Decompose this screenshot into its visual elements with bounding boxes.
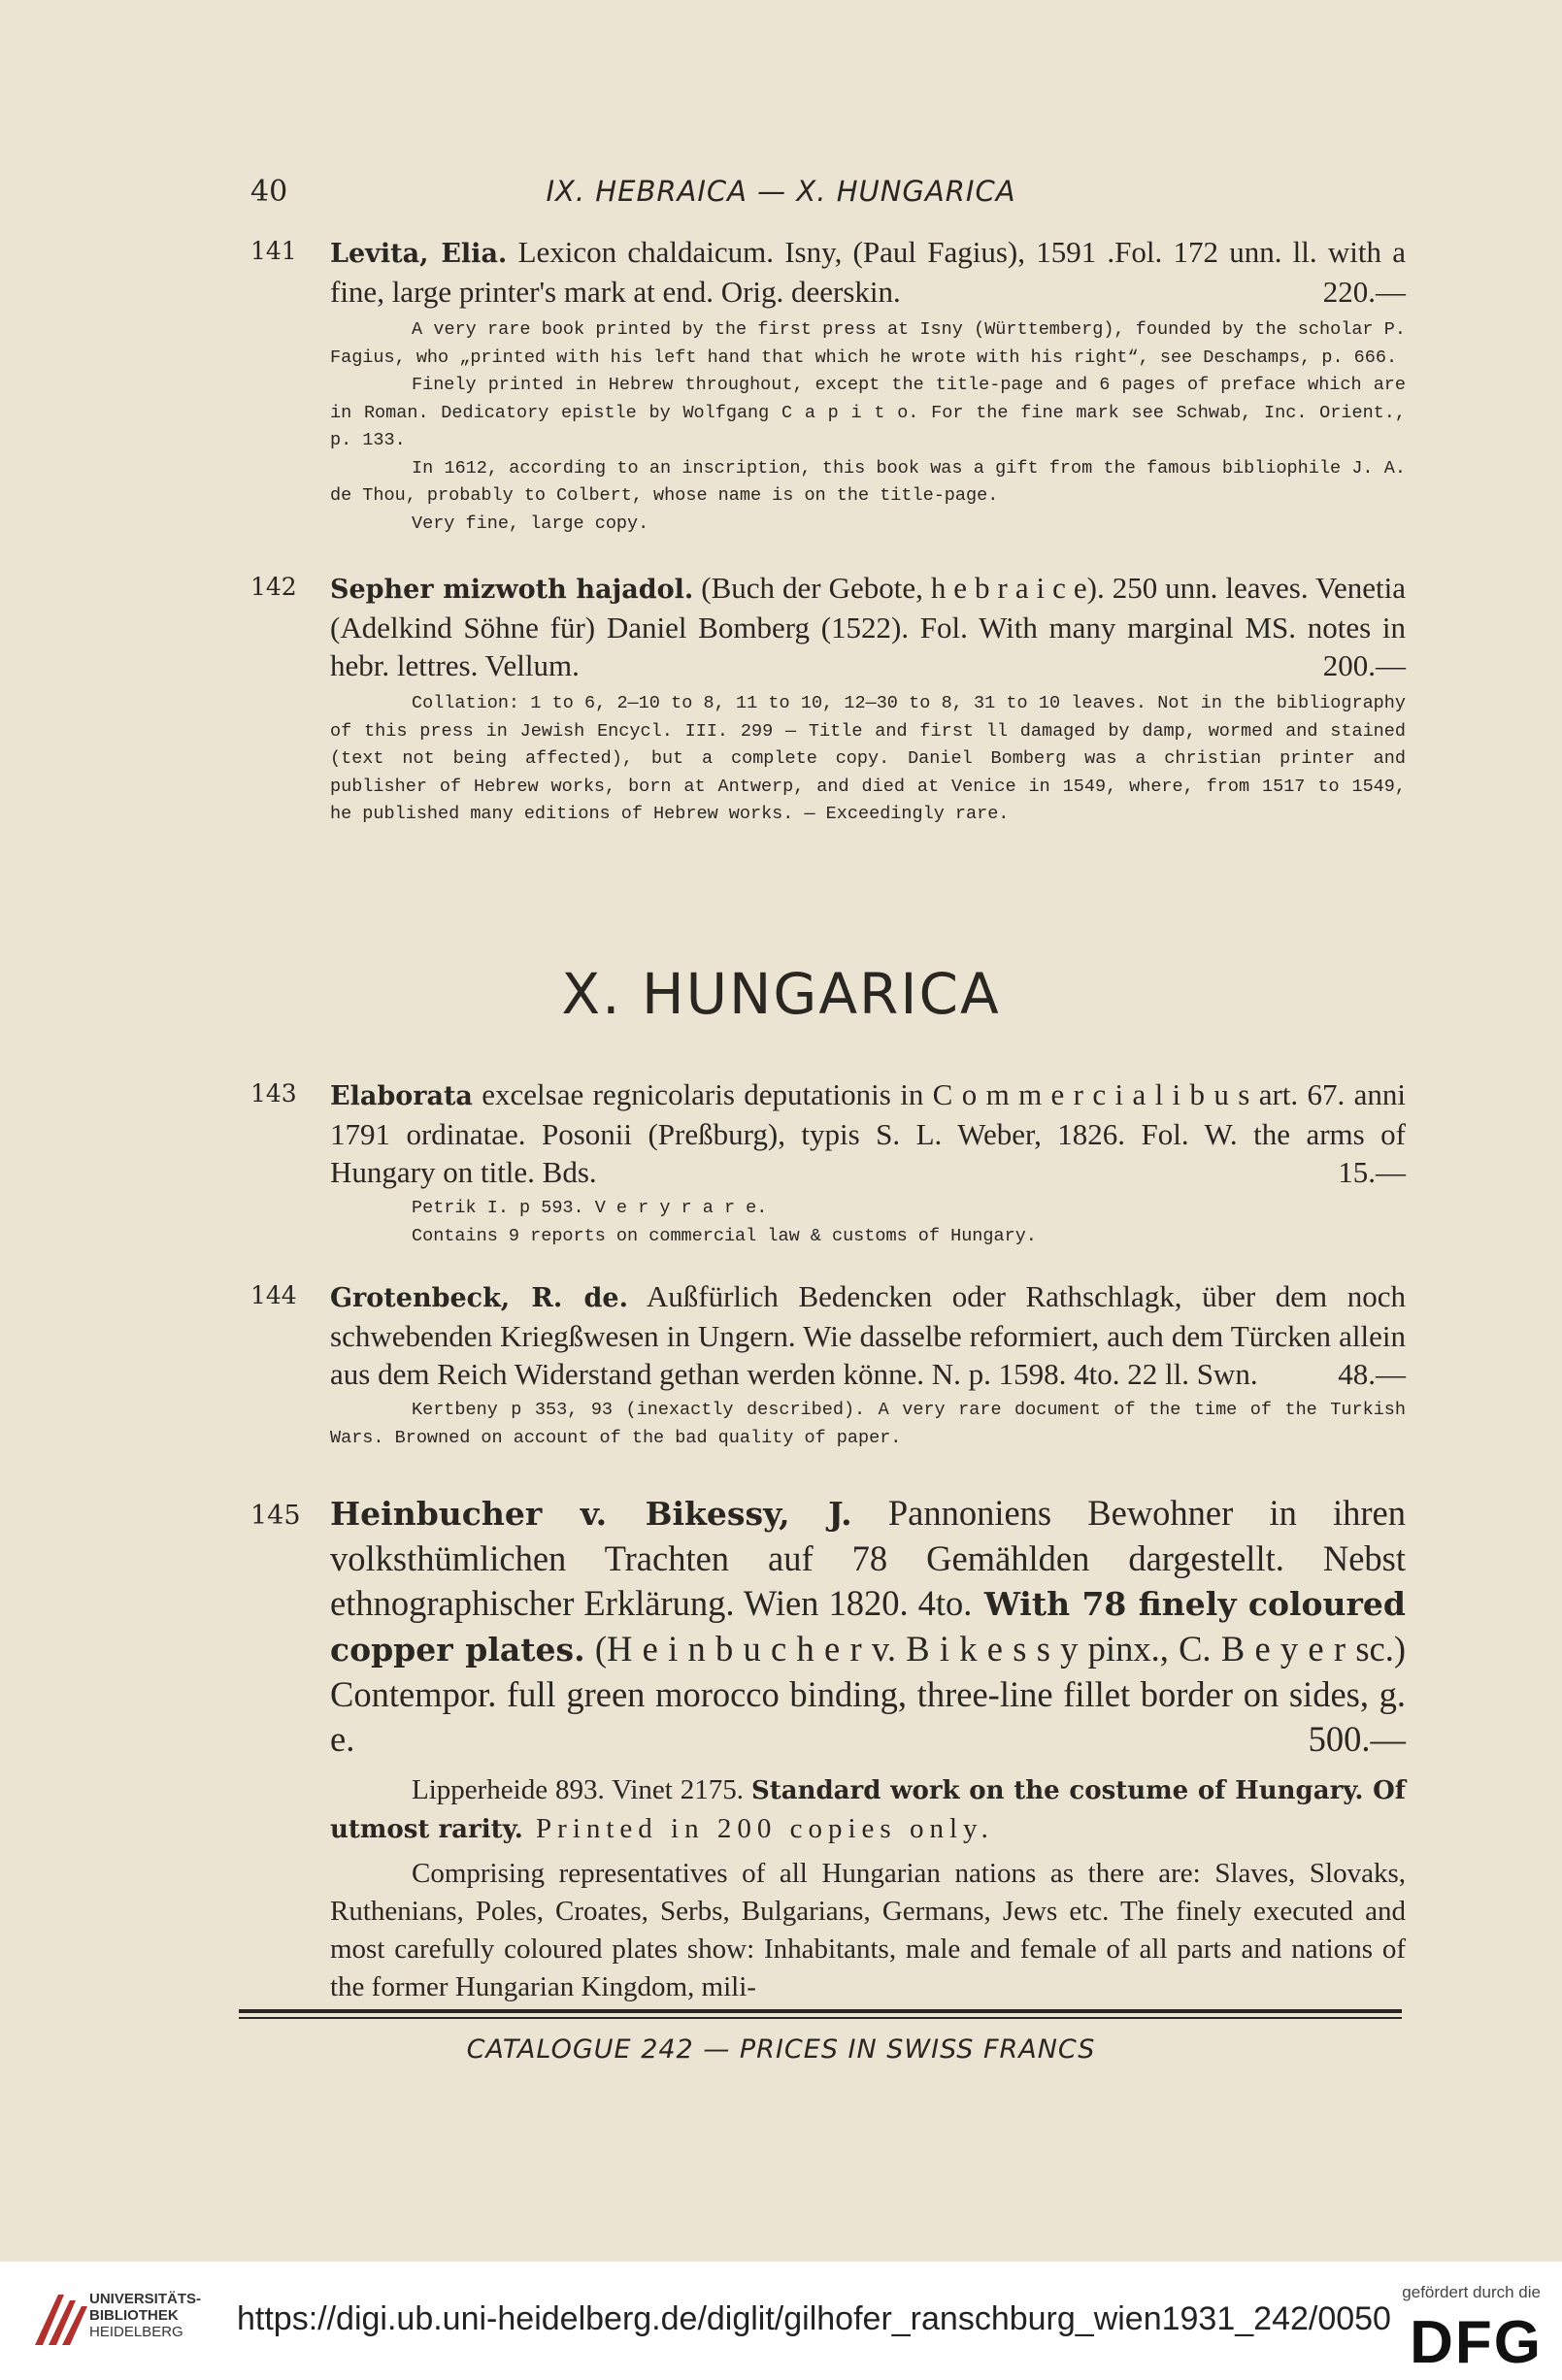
entry-price: 48.—: [1338, 1357, 1406, 1391]
entry-heading: [330, 569, 1406, 684]
library-banner: [0, 2262, 1562, 2380]
entries-upper: [250, 233, 1406, 829]
entry-notes: [330, 1771, 1406, 2006]
entry-number: 143: [250, 1079, 297, 1107]
entry-price: 15.—: [1338, 1155, 1406, 1189]
note-emphasis: Standard work on the costume of Hungary. Of utmost rarity.: [330, 1776, 1406, 1844]
running-head: [0, 175, 1562, 217]
permalink-url[interactable]: https://digi.ub.uni-heidelberg.de/diglit/gilhofer_ranschburg_wien1931_242/0050: [237, 2300, 1391, 2337]
library-logo-icon: [29, 2287, 91, 2353]
page-number: 40: [250, 175, 288, 209]
note-edition: Printed in 200 copies only.: [522, 1813, 994, 1844]
entry-price: 200.—: [1322, 648, 1406, 682]
entry-heading: [330, 233, 1406, 311]
entry-notes: [330, 316, 1406, 538]
entry-heading: [330, 1277, 1406, 1393]
note-paragraph: Petrik I. p 593. V e r y r a r e.: [412, 1198, 768, 1218]
note-paragraph: Finely printed in Hebrew throughout, except the title-page and 6 pages of preface which are in Roman. Dedicatory epistle by Wolfgang C a p i t o. For the fine mark see Schwab, Inc. Orient., p. 133.: [330, 375, 1406, 450]
entry-145: [250, 1491, 1406, 2006]
entry-author: Levita, Elia.: [330, 239, 508, 269]
entry-author: Sepher mizwoth hajadol.: [330, 575, 694, 605]
entry-number: 142: [250, 573, 297, 601]
note-paragraph: Very fine, large copy.: [412, 512, 649, 534]
note-paragraph: Kertbeny p 353, 93 (inexactly described). A very rare document of the time of the Turkish Wars. Browned on account of the bad quality of paper.: [330, 1400, 1406, 1448]
entry-heading: [330, 1491, 1406, 1762]
section-heading: X. HUNGARICA: [561, 961, 1001, 1027]
footer-text: CATALOGUE 242 — PRICES IN SWISS FRANCS: [466, 2034, 1096, 2065]
entry-144: [250, 1277, 1406, 1452]
entry-author: Grotenbeck, R. de.: [330, 1283, 628, 1313]
entry-title: (Buch der Gebote, h e b r a i c e). 250 unn. leaves. Venetia (Adelkind Söhne für) Daniel Bomberg (1522). Fol. With many marginal MS. notes in hebr. lettres. Vellum.: [330, 571, 1406, 682]
entry-notes: [330, 1195, 1406, 1250]
entry-price: 220.—: [1322, 275, 1406, 309]
entry-title: excelsae regnicolaris deputationis in C o m m e r c i a l i b u s art. 67. anni 1791 ordinatae. Posonii (Preßburg), typis S. L. Weber, 1826. Fol. W. the arms of Hungary on title. Bds.: [330, 1077, 1406, 1189]
entry-number: 145: [250, 1501, 301, 1531]
entry-title: Pannoniens Bewohner in ihren volksthümlichen Trachten auf 78 Gemählden dargestellt. Nebst ethnographischer Erklärung. Wien 1820. 4to.: [330, 1493, 1406, 1623]
entry-141: [250, 233, 1406, 538]
footer-rule: [239, 2009, 1402, 2019]
entry-notes: [330, 690, 1406, 829]
note-paragraph: [330, 1771, 1406, 1849]
note-paragraph: In 1612, according to an inscription, this book was a gift from the famous bibliophile J. A. de Thou, probably to Colbert, whose name is on the title-page.: [330, 457, 1406, 506]
entry-binding: (H e i n b u c h e r v. B i k e s s y pinx., C. B e y e r sc.) Contempor. full green morocco binding, three-line fillet border on sides, g. e.: [330, 1629, 1407, 1759]
entry-number: 144: [250, 1281, 297, 1309]
dfg-logo: DFG: [1410, 2309, 1543, 2376]
note-paragraph: Collation: 1 to 6, 2—10 to 8, 11 to 10, 12—30 to 8, 31 to 10 leaves. Not in the bibliography of this press in Jewish Encycl. III. 299 — Title and first ll damaged by damp, wormed and stained (text not being affected), but a complete copy. Daniel Bomberg was a christian printer and publisher of Hebrew works, born at Antwerp, and died at Venice in 1549, where, from 1517 to 1549, he published many editions of Hebrew works. — Exceedingly rare.: [330, 693, 1406, 824]
note-paragraph: Comprising representatives of all Hungarian nations as there are: Slaves, Slovaks, Ruthenians, Poles, Croates, Serbs, Bulgarians, Germans, Jews etc. The finely executed and most carefully coloured plates show: Inhabitants, male and female of all parts and nations of the former Hungarian Kingdom, mili-: [330, 1858, 1406, 2002]
entry-heading: [330, 1075, 1406, 1191]
entry-notes: [330, 1397, 1406, 1452]
entry-price: 500.—: [1308, 1719, 1406, 1759]
entry-title: Außfürlich Bedencken oder Rathschlagk, über dem noch schwebenden Kriegßwesen in Ungern. Wie dasselbe reformiert, auch dem Türcken allein aus dem Reich Widerstand gethan werden könne. N. p. 1598. 4to. 22 ll. Swn.: [330, 1279, 1407, 1391]
library-name: UNIVERSITÄTS- BIBLIOTHEK HEIDELBERG: [89, 2291, 202, 2340]
entry-143: [250, 1075, 1406, 1250]
entry-title: Lexicon chaldaicum. Isny, (Paul Fagius), 1591 .Fol. 172 unn. ll. with a fine, large printer's mark at end. Orig. deerskin.: [330, 235, 1406, 309]
running-title: IX. HEBRAICA — X. HUNGARICA: [546, 175, 1016, 208]
entry-author: Heinbucher v. Bikessy, J.: [330, 1495, 852, 1533]
funding-note: gefördert durch die: [1402, 2283, 1541, 2301]
note-paragraph: Contains 9 reports on commercial law & customs of Hungary.: [412, 1225, 1037, 1246]
entry-number: 141: [250, 237, 297, 265]
entry-author: Elaborata: [330, 1081, 473, 1111]
entry-plates: With 78 finely coloured copper plates.: [330, 1585, 1406, 1669]
note-paragraph: A very rare book printed by the first press at Isny (Württemberg), founded by the scholar P. Fagius, who „printed with his left hand that which he wrote with his right“, see Deschamps, p. 666.: [330, 319, 1406, 368]
note-reference: Lipperheide 893. Vinet 2175.: [412, 1774, 751, 1805]
entries-lower: [250, 1075, 1406, 2006]
entry-142: [250, 569, 1406, 829]
